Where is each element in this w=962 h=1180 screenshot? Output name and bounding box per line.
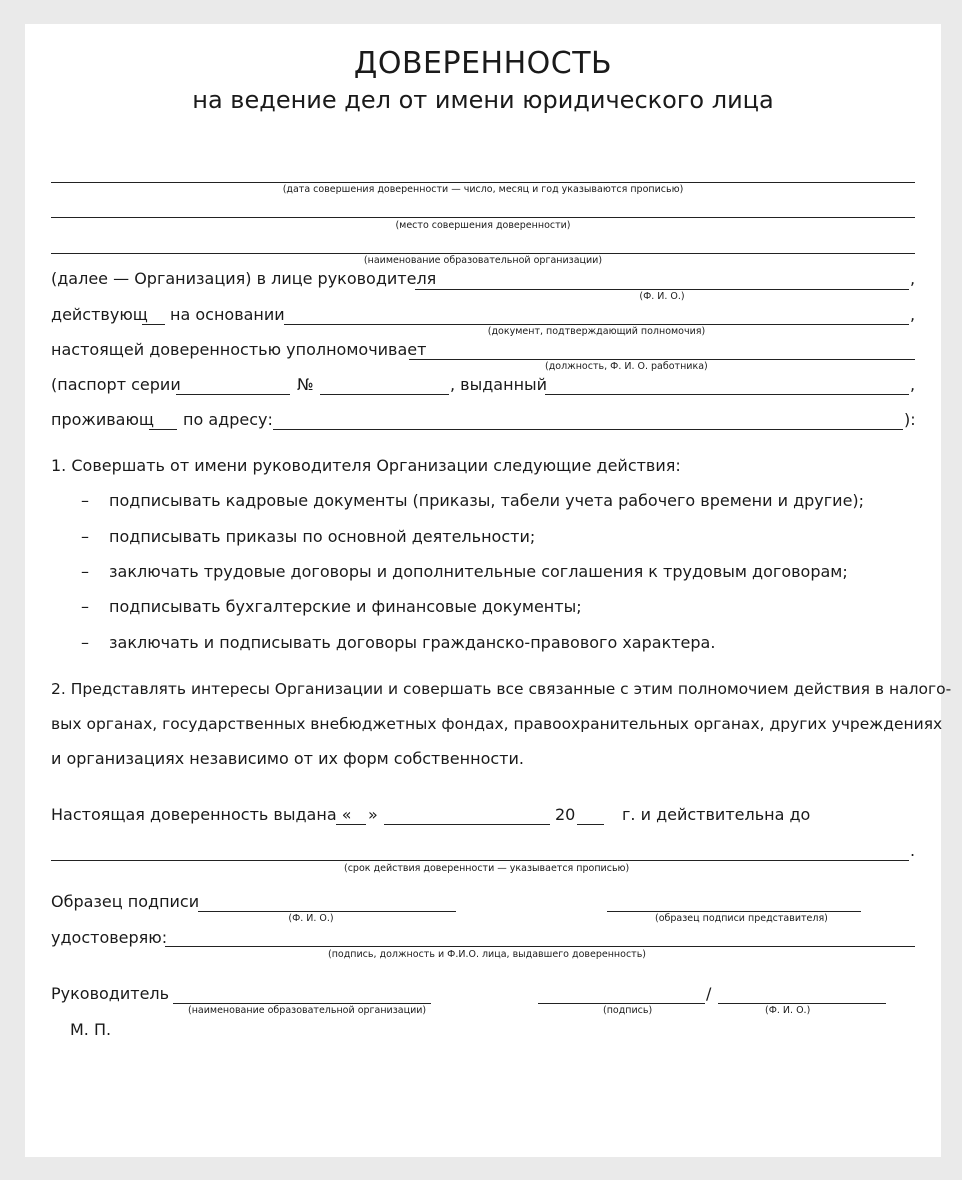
bullet-dash: – xyxy=(81,597,89,616)
certify-field-line[interactable] xyxy=(165,946,915,947)
issued-month-field-line[interactable] xyxy=(384,824,550,825)
signature-sample-label: Образец подписи xyxy=(51,892,200,911)
validity-term-hint: (срок действия доверенности — указывается прописью) xyxy=(344,863,630,874)
issued-year-prefix: 20 xyxy=(555,805,576,824)
bullet-item: заключать трудовые договоры и дополнительные соглашения к трудовым договорам; xyxy=(109,562,848,581)
place-field-line[interactable] xyxy=(51,217,915,218)
address-field-line[interactable] xyxy=(273,429,903,430)
sample-signature-hint: (образец подписи представителя) xyxy=(655,913,828,924)
organization-field-hint: (наименование образовательной организации) xyxy=(363,255,603,266)
organization-field-line[interactable] xyxy=(51,253,915,254)
validity-term-field-line[interactable] xyxy=(51,860,909,861)
basis-label: на основании xyxy=(170,305,285,324)
item-2-line-1: 2. Представлять интересы Организации и совершать все связанные с этим полномочием действия в налого- xyxy=(51,680,952,698)
issued-label: Настоящая доверенность выдана « xyxy=(51,805,352,824)
employee-field-line[interactable] xyxy=(409,359,915,360)
basis-document-hint: (документ, подтверждающий полномочия) xyxy=(487,326,706,337)
comma: , xyxy=(910,269,916,288)
bullet-dash: – xyxy=(81,562,89,581)
comma: , xyxy=(910,305,916,324)
valid-until-label: г. и действительна до xyxy=(622,805,811,824)
representative-label: (далее — Организация) в лице руководителя xyxy=(51,269,437,288)
bullet-dash: – xyxy=(81,633,89,652)
item-1-heading: 1. Совершать от имени руководителя Организации следующие действия: xyxy=(51,456,681,475)
issued-day-field-line[interactable] xyxy=(336,824,366,825)
bullet-item: подписывать приказы по основной деятельности; xyxy=(109,527,536,546)
bullet-item: заключать и подписывать договоры гражданско-правового характера. xyxy=(109,633,716,652)
address-label: по адресу: xyxy=(183,410,273,429)
certify-hint: (подпись, должность и Ф.И.О. лица, выдавшего доверенность) xyxy=(328,949,647,960)
passport-number-label: № xyxy=(297,375,314,394)
head-organization-hint: (наименование образовательной организации) xyxy=(188,1005,427,1016)
head-fio-field-line-2[interactable] xyxy=(718,1003,886,1004)
slash-separator: / xyxy=(706,984,712,1003)
passport-issued-label: , выданный xyxy=(450,375,548,394)
head-fio-hint: (Ф. И. О.) xyxy=(639,291,685,302)
issued-year-field-line[interactable] xyxy=(577,824,604,825)
head-organization-field-line[interactable] xyxy=(173,1003,431,1004)
sample-fio-field-line[interactable] xyxy=(198,911,456,912)
passport-series-label: (паспорт серии xyxy=(51,375,181,394)
acting-suffix-field-line[interactable] xyxy=(142,324,165,325)
document-page xyxy=(25,24,952,1157)
period: . xyxy=(910,841,916,860)
passport-series-field-line[interactable] xyxy=(176,394,290,395)
date-field-hint: (дата совершения доверенности — число, месяц и год указываются прописью) xyxy=(282,184,684,195)
employee-field-hint: (должность, Ф. И. О. работника) xyxy=(545,361,708,372)
acting-label: действующ xyxy=(51,305,148,324)
head-fio-hint-2: (Ф. И. О.) xyxy=(765,1005,811,1016)
issued-quote-close: » xyxy=(368,805,378,824)
head-label: Руководитель xyxy=(51,984,170,1003)
passport-number-field-line[interactable] xyxy=(320,394,449,395)
document-subtitle: на ведение дел от имени юридического лица xyxy=(192,86,774,114)
sample-fio-hint: (Ф. И. О.) xyxy=(288,913,334,924)
residing-suffix-field-line[interactable] xyxy=(149,429,177,430)
head-fio-field-line[interactable] xyxy=(415,289,909,290)
basis-document-field-line[interactable] xyxy=(284,324,909,325)
comma: , xyxy=(910,375,916,394)
residing-label: проживающ xyxy=(51,410,154,429)
authorizes-label: настоящей доверенностью уполномочивает xyxy=(51,340,427,359)
date-field-line[interactable] xyxy=(51,182,915,183)
address-end: ): xyxy=(904,410,916,429)
item-2-line-2: вых органах, государственных внебюджетных фондах, правоохранительных органах, других учреждениях xyxy=(51,715,943,733)
bullet-dash: – xyxy=(81,491,89,510)
certify-label: удостоверяю: xyxy=(51,928,168,947)
stamp-place: М. П. xyxy=(70,1020,112,1039)
sample-signature-field-line[interactable] xyxy=(607,911,861,912)
head-signature-field-line[interactable] xyxy=(538,1003,705,1004)
bullet-item: подписывать бухгалтерские и финансовые документы; xyxy=(109,597,582,616)
item-2-line-3: и организациях независимо от их форм собственности. xyxy=(51,749,524,768)
passport-issued-field-line[interactable] xyxy=(545,394,909,395)
bullet-dash: – xyxy=(81,527,89,546)
head-signature-hint: (подпись) xyxy=(603,1005,653,1016)
place-field-hint: (место совершения доверенности) xyxy=(395,220,571,231)
document-title: ДОВЕРЕННОСТЬ xyxy=(353,46,613,81)
bullet-item: подписывать кадровые документы (приказы, табели учета рабочего времени и другие); xyxy=(109,491,865,510)
